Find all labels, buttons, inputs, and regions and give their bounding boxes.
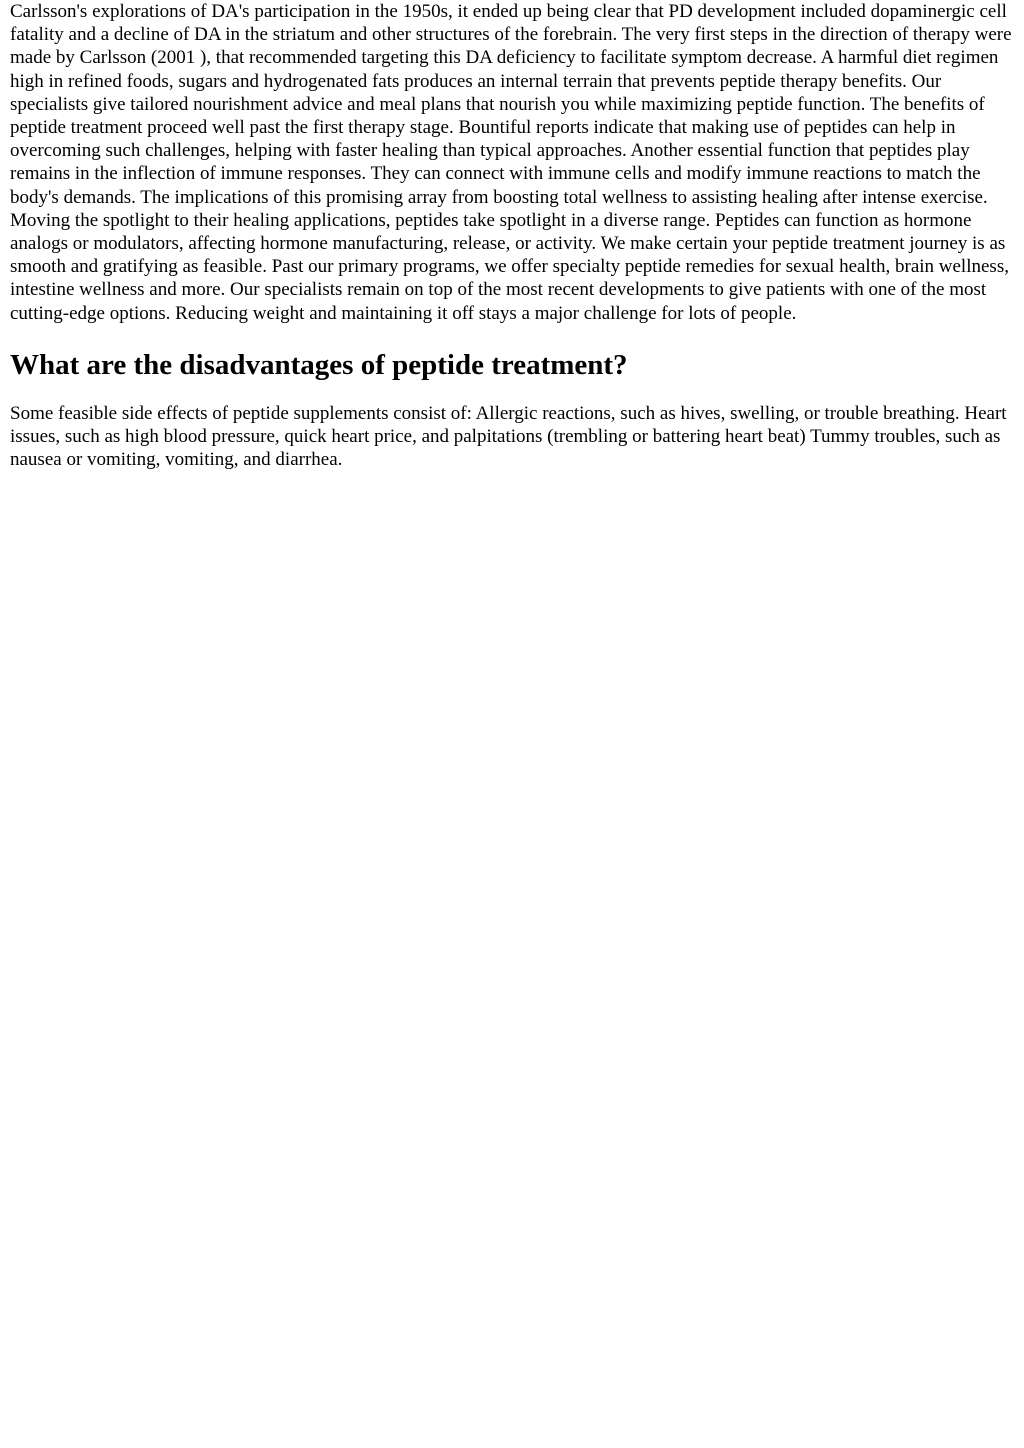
section-heading: What are the disadvantages of peptide treatment? [10,348,628,381]
side-effects-paragraph: Some feasible side effects of peptide supplements consist of: Allergic reactions, such as hives, swelling, or trouble breathing. Heart issues, such as high blood pressure, quick heart price, and palpitations (trembling or battering heart beat) Tummy troubles, such as nausea or vomiting, vomiting, and diarrhea. [10,402,1007,471]
intro-paragraph: Carlsson's explorations of DA's participation in the 1950s, it ended up being clear that PD development included dopaminergic cell fatality and a decline of DA in the striatum and other structures of the forebrain. The very first steps in the direction of therapy were made by Carlsson (2001 ), that recommended targeting this DA deficiency to facilitate symptom decrease. A harmful diet regimen high in refined foods, sugars and hydrogenated fats produces an internal terrain that prevents peptide therapy benefits. Our specialists give tailored nourishment advice and meal plans that nourish you while maximizing peptide function. The benefits of peptide treatment proceed well past the first therapy stage. Bountiful reports indicate that making use of peptides can help in overcoming such challenges, helping with faster healing than typical approaches. Another essential function that peptides play remains in the inflection of immune responses. They can connect with immune cells and modify immune reactions to match the body's demands. The implications of this promising array from boosting total wellness to assisting healing after intense exercise. Moving the spotlight to their healing applications, peptides take spotlight in a diverse range. Peptides can function as hormone analogs or modulators, affecting hormone manufacturing, release, or activity. We make certain your peptide treatment journey is as smooth and gratifying as feasible. Past our primary programs, we offer specialty peptide remedies for sexual health, brain wellness, intestine wellness and more. Our specialists remain on top of the most recent developments to give patients with one of the most cutting-edge options. Reducing weight and maintaining it off stays a major challenge for lots of people. [10,1,1012,324]
article-page [0,0,1024,471]
